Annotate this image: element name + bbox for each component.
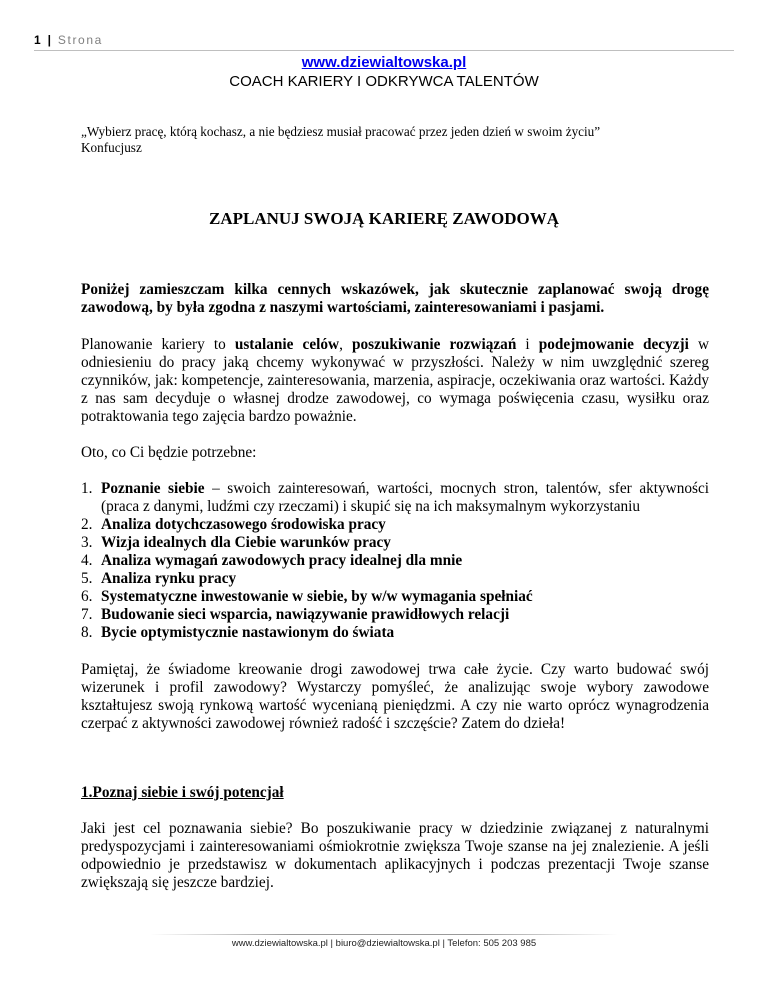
list-item: [81, 606, 709, 624]
planning-bold-decisions: podejmowanie decyzji: [538, 336, 689, 353]
intro-paragraph: Poniżej zamieszczam kilka cennych wskazówek, jak skutecznie zaplanować swoją drogę zawodową, by była zgodna z naszymi wartościami, zainteresowaniami i pasjami.: [81, 281, 709, 316]
list-item-number: 2.: [81, 516, 93, 533]
footer-divider: [150, 934, 618, 935]
list-item-number: 5.: [81, 570, 93, 587]
planning-text-3: i: [516, 336, 539, 353]
section-heading: 1.Poznaj siebie i swój potencjał: [81, 784, 284, 801]
page-number-separator: |: [47, 33, 51, 47]
quote-text: „Wybierz pracę, którą kochasz, a nie będziesz musiał pracować przez jeden dzień w swoim życiu”: [81, 124, 601, 139]
list-item-text: [101, 570, 709, 588]
list-item-text: [101, 516, 709, 534]
needs-intro: Oto, co Ci będzie potrzebne:: [81, 444, 257, 461]
header-divider: [34, 50, 734, 51]
list-item-text: [101, 552, 709, 570]
list-item-number: 1.: [81, 480, 93, 497]
planning-text-2: ,: [339, 336, 352, 353]
footer-contact: www.dziewialtowska.pl | biuro@dziewialtowska.pl | Telefon: 505 203 985: [231, 938, 537, 949]
list-item-bold: Analiza rynku pracy: [101, 570, 237, 587]
list-item-bold: Systematyczne inwestowanie w siebie, by w/w wymagania spełniać: [101, 588, 533, 605]
list-item-bold: Wizja idealnych dla Ciebie warunków pracy: [101, 534, 391, 551]
list-item: [81, 570, 709, 588]
list-item-text: [101, 624, 709, 642]
section-paragraph: Jaki jest cel poznawania siebie? Bo poszukiwanie pracy w dziedzinie związanej z naturalnymi predyspozycjami i zainteresowaniami ośmiokrotnie zwiększa Twoje szanse na jej znalezienie. A jeśli odpowiednio je przedstawisz w dokumentach aplikacyjnych i podczas prezentacji Twoje szanse zwiększają się jeszcze bardziej.: [81, 820, 709, 891]
page-number-value: 1: [34, 33, 41, 47]
list-item: [81, 624, 709, 642]
planning-text-4: w odniesieniu do pracy jaką chcemy wykonywać w przyszłości. Należy w nim uwzględnić szereg czynników, jak: kompetencje, zainteresowania, marzenia, aspiracje, oczekiwania oraz wartości. Każdy z nas sam decyduje o własnej drodze zawodowej, co wymaga poświęcenia czasu, wysiłku oraz potraktowania tego zajęcia bardzo poważnie.: [81, 336, 710, 425]
list-item-rest: – swoich zainteresowań, wartości, mocnych stron, talentów, sfer aktywności (praca z danymi, ludźmi czy rzeczami) i skupić się na ich maksymalnym wykorzystaniu: [101, 480, 709, 515]
page-number-word: Strona: [57, 33, 103, 47]
list-item-text: [101, 588, 709, 606]
header-subtitle: COACH KARIERY I ODKRYWCA TALENTÓW: [229, 73, 539, 90]
list-item-bold: Budowanie sieci wsparcia, nawiązywanie prawidłowych relacji: [101, 606, 510, 623]
list-item: [81, 552, 709, 570]
list-item-bold: Analiza dotychczasowego środowiska pracy: [101, 516, 386, 533]
list-item-bold: Poznanie siebie: [101, 480, 205, 497]
quote-author: Konfucjusz: [81, 140, 142, 155]
quote-block: [81, 124, 709, 156]
document-title: ZAPLANUJ SWOJĄ KARIERĘ ZAWODOWĄ: [209, 209, 559, 228]
header-site-link[interactable]: www.dziewialtowska.pl: [301, 54, 467, 71]
planning-bold-goals: ustalanie celów: [234, 336, 340, 353]
conclusion-paragraph: Pamiętaj, że świadome kreowanie drogi zawodowej trwa całe życie. Czy warto budować swój wizerunek i profil zawodowy? Wystarczy pomyśleć, że analizując swoje wybory zawodowe kształtujesz swoją rynkową wartość wycenianą pieniędzmi. A czy nie warto oprócz wynagrodzenia czerpać z aktywności zawodowej również radość i szczęście? Zatem do dzieła!: [81, 661, 709, 732]
list-item-text: [101, 534, 709, 552]
list-item-number: 3.: [81, 534, 93, 551]
list-item-bold: Bycie optymistycznie nastawionym do świata: [101, 624, 395, 641]
planning-text-1: Planowanie kariery to: [81, 336, 235, 353]
list-item-number: 7.: [81, 606, 93, 623]
list-item-number: 4.: [81, 552, 93, 569]
list-item-number: 8.: [81, 624, 93, 641]
planning-bold-solutions: poszukiwanie rozwiązań: [352, 336, 517, 353]
page-number: [34, 33, 103, 47]
list-item-bold: Analiza wymagań zawodowych pracy idealnej dla mnie: [101, 552, 463, 569]
list-item-text: [101, 480, 709, 516]
list-item: [81, 588, 709, 606]
list-item-number: 6.: [81, 588, 93, 605]
list-item-text: [101, 606, 709, 624]
list-item: [81, 534, 709, 552]
list-item: [81, 516, 709, 534]
list-item: [81, 480, 709, 516]
needs-list: [81, 480, 709, 642]
planning-paragraph: [81, 336, 709, 426]
